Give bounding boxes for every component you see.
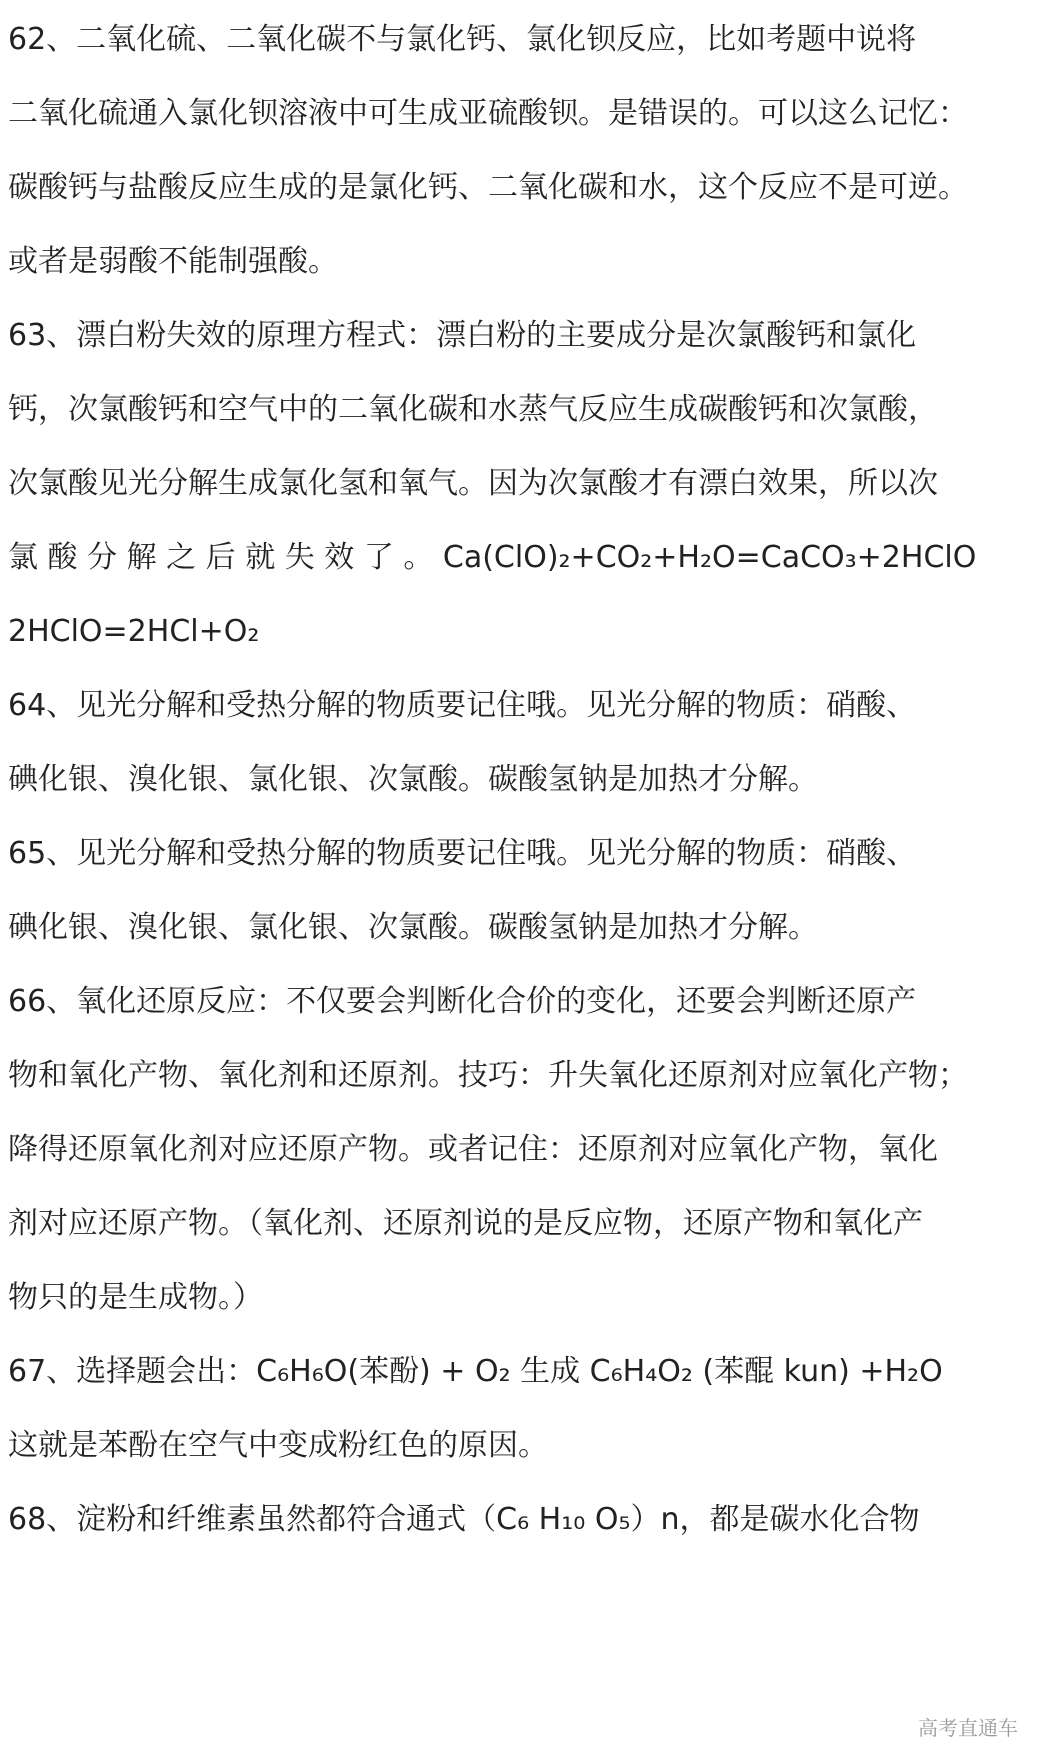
text-line: 这就是苯酚在空气中变成粉红色的原因。	[8, 1428, 548, 1463]
text-line: 物和氧化产物、氧化剂和还原剂。技巧：升失氧化还原剂对应氧化产物；	[8, 1058, 968, 1093]
text-line: 钙，次氯酸钙和空气中的二氧化碳和水蒸气反应生成碳酸钙和次氯酸，	[8, 392, 938, 427]
text-line: 碘化银、溴化银、氯化银、次氯酸。碳酸氢钠是加热才分解。	[8, 762, 818, 797]
text-line: 氯 酸 分 解 之 后 就 失 效 了 。 Ca(ClO)₂+CO₂+H₂O=CaCO₃+2HClO	[8, 540, 977, 575]
text-line: 65、见光分解和受热分解的物质要记住哦。见光分解的物质：硝酸、	[8, 836, 917, 871]
text-line: 66、氧化还原反应：不仅要会判断化合价的变化，还要会判断还原产	[8, 984, 917, 1019]
text-line: 67、选择题会出：C₆H₆O(苯酚) + O₂ 生成 C₆H₄O₂ (苯醌 kun) +H₂O	[8, 1354, 943, 1389]
text-line: 碳酸钙与盐酸反应生成的是氯化钙、二氧化碳和水，这个反应不是可逆。	[8, 170, 968, 205]
text-line: 物只的是生成物。）	[8, 1280, 263, 1315]
text-line: 二氧化硫通入氯化钡溶液中可生成亚硫酸钡。是错误的。可以这么记忆：	[8, 96, 968, 131]
text-line: 降得还原氧化剂对应还原产物。或者记住：还原剂对应氧化产物，氧化	[8, 1132, 938, 1167]
text-line: 次氯酸见光分解生成氯化氢和氧气。因为次氯酸才有漂白效果，所以次	[8, 466, 938, 501]
text-line: 碘化银、溴化银、氯化银、次氯酸。碳酸氢钠是加热才分解。	[8, 910, 818, 945]
text-line: 2HClO=2HCl+O₂	[8, 614, 260, 649]
text-line: 68、淀粉和纤维素虽然都符合通式（C₆ H₁₀ O₅）n，都是碳水化合物	[8, 1502, 920, 1537]
text-line: 62、二氧化硫、二氧化碳不与氯化钙、氯化钡反应，比如考题中说将	[8, 22, 917, 57]
text-line: 63、漂白粉失效的原理方程式：漂白粉的主要成分是次氯酸钙和氯化	[8, 318, 917, 353]
watermark: 高考直通车	[918, 1716, 1018, 1740]
text-line: 剂对应还原产物。（氧化剂、还原剂说的是反应物，还原产物和氧化产	[8, 1206, 923, 1241]
text-line: 或者是弱酸不能制强酸。	[8, 244, 338, 279]
text-line: 64、见光分解和受热分解的物质要记住哦。见光分解的物质：硝酸、	[8, 688, 917, 723]
